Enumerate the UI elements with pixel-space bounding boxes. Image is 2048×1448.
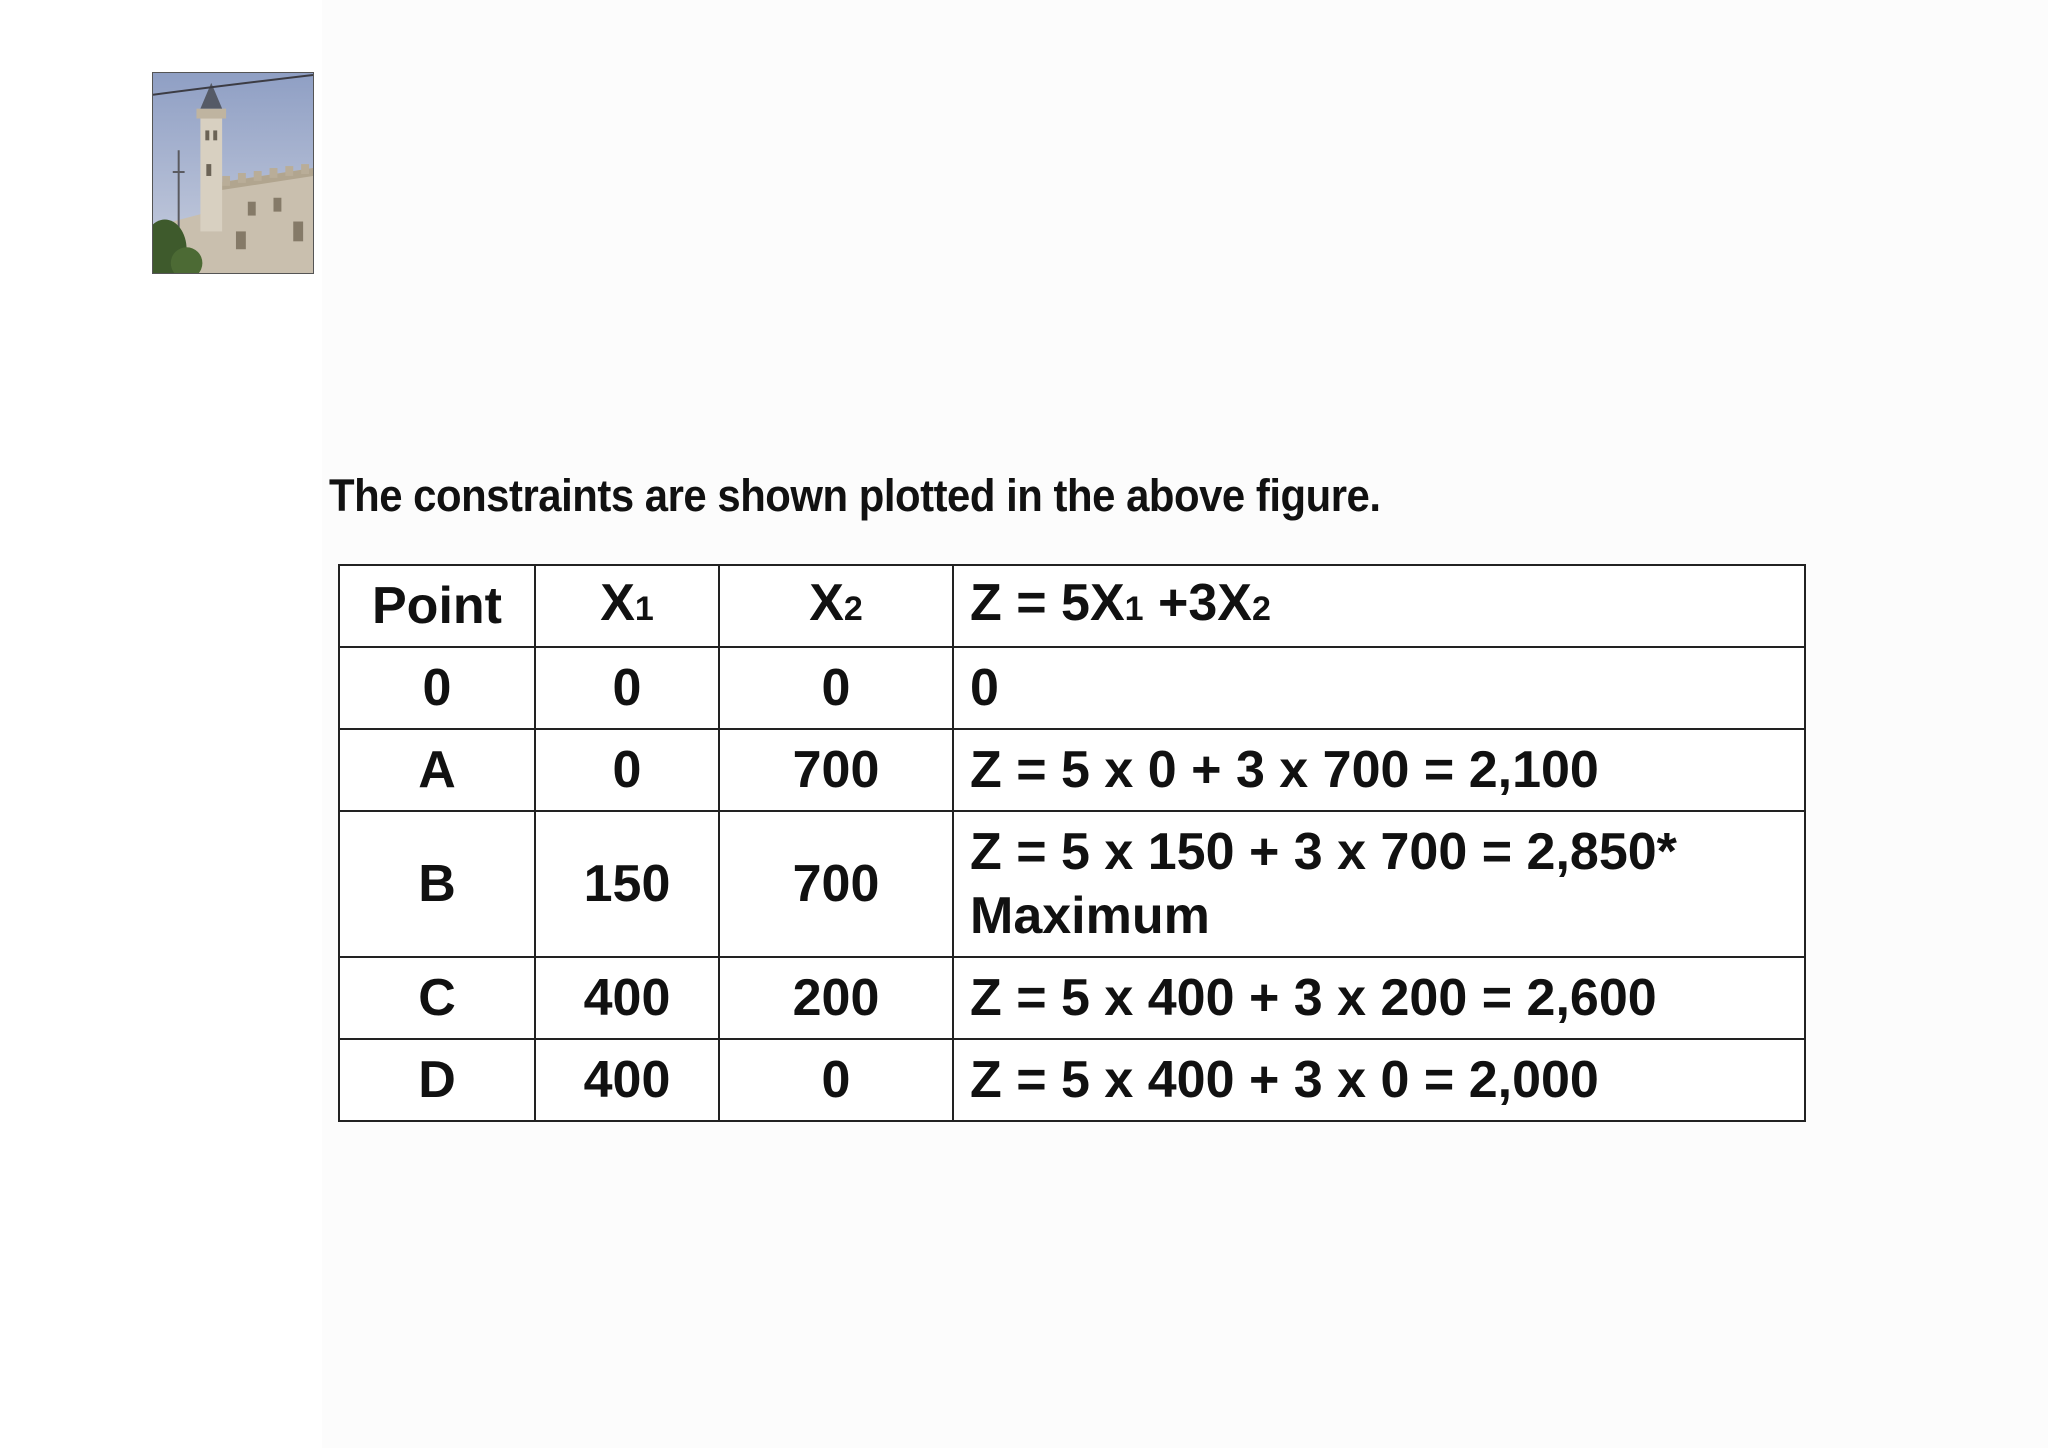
cell-z: Z = 5 x 0 + 3 x 700 = 2,100 [953,729,1805,811]
cell-x1: 0 [535,647,719,729]
cell-point: 0 [339,647,535,729]
cell-x2: 0 [719,647,953,729]
cell-z-formula: Z = 5 x 150 + 3 x 700 = 2,850* [970,823,1677,881]
table-row [339,957,1805,1039]
cell-point: A [339,729,535,811]
table-row [339,1039,1805,1121]
cell-point: D [339,1039,535,1121]
cell-z-note: Maximum [970,887,1210,945]
cell-x2: 700 [719,811,953,957]
cell-point: C [339,957,535,1039]
header-point: Point [339,565,535,647]
cell-z [953,811,1805,957]
cell-x1: 400 [535,1039,719,1121]
table-header-row [339,565,1805,647]
corner-points-table [338,564,1806,1122]
cell-x1: 400 [535,957,719,1039]
cell-z: Z = 5 x 400 + 3 x 0 = 2,000 [953,1039,1805,1121]
cell-x1: 150 [535,811,719,957]
cell-z: 0 [953,647,1805,729]
header-objective: Z = 5X1 +3X2 [953,565,1805,647]
table-row [339,647,1805,729]
header-x1: X1 [535,565,719,647]
cell-x1: 0 [535,729,719,811]
table-row [339,729,1805,811]
cell-point: B [339,811,535,957]
intro-text: The constraints are shown plotted in the above figure. [329,470,1381,521]
cell-z: Z = 5 x 400 + 3 x 200 = 2,600 [953,957,1805,1039]
cell-x2: 200 [719,957,953,1039]
cell-x2: 0 [719,1039,953,1121]
table-row [339,811,1805,957]
cell-x2: 700 [719,729,953,811]
minaret-photo [152,72,314,274]
header-x2: X2 [719,565,953,647]
